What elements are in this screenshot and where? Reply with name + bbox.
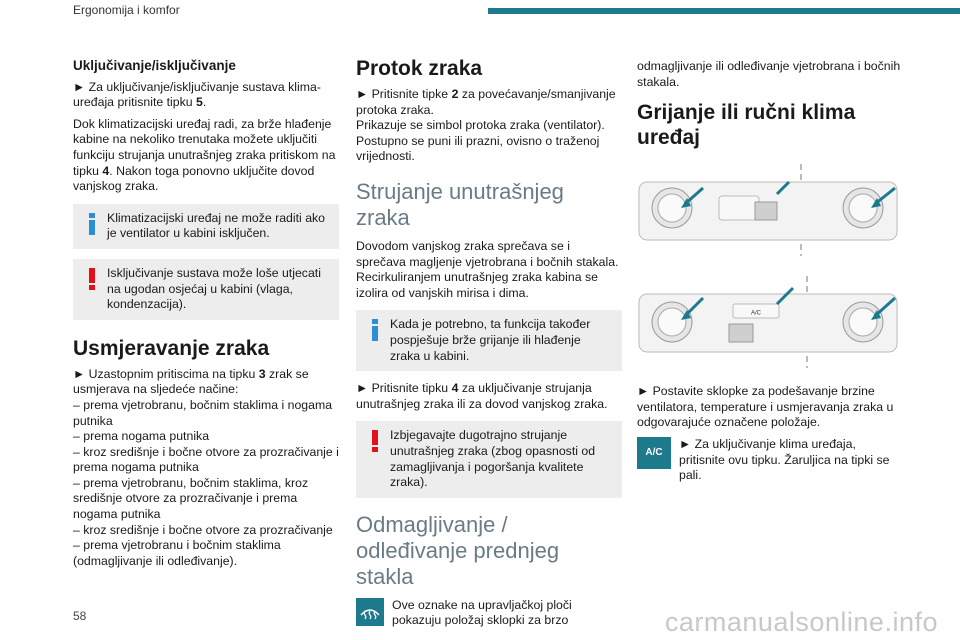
list-item: – prema nogama putnika — [73, 429, 210, 444]
paragraph — [73, 80, 339, 111]
note-text: Kada je potrebno, ta funkcija također pospješuje brže grijanje ili hlađenje zraka u kabini. — [390, 317, 591, 363]
control-panel-figure-2 — [637, 276, 899, 368]
page-number: 58 — [73, 609, 87, 623]
text: za uključivanje strujanja unutrašnjeg zraka ili za dovod vanjskog zraka. — [356, 381, 608, 411]
text: ► Pritisnite tipku — [356, 381, 449, 396]
ac-button-icon: A/C — [637, 437, 671, 469]
paragraph — [73, 117, 339, 195]
control-panel-illustration — [637, 276, 899, 368]
note-text: Klimatizacijski uređaj ne može raditi ako je ventilator u kabini isključen. — [107, 210, 326, 241]
info-note — [356, 310, 622, 371]
paragraph: odmagljivanje ili odleđivanje vjetrobrana i bočnih stakala. — [637, 59, 901, 89]
text: ► Uzastopnim pritiscima na tipku — [73, 366, 256, 381]
defrost-icon-row — [356, 598, 622, 629]
info-icon — [369, 318, 381, 342]
control-panel-illustration — [637, 164, 899, 256]
text: ► Za uključivanje/isključivanje sustava klima-uređaja pritisnite tipku — [73, 79, 321, 110]
list-item: – prema vjetrobranu, bočnim staklima, kroz središnje otvore za prozračivanje i prema nogama putnika — [73, 475, 309, 522]
column-2 — [356, 52, 622, 629]
key-number: 5 — [196, 95, 203, 110]
page-header-title: Ergonomija i komfor — [73, 3, 180, 17]
section-heading-on-off: Uključivanje/isključivanje — [73, 58, 236, 73]
control-panel-figure-1 — [637, 164, 899, 256]
note-text: Isključivanje sustava može loše utjecati na ugodan osjećaj u kabini (vlaga, kondenzacija). — [107, 265, 321, 312]
text: . — [202, 95, 207, 110]
text: za povećavanje/smanjivanje protoka zraka. — [356, 87, 616, 117]
ac-icon-row — [637, 437, 903, 484]
key-number: 3 — [258, 366, 266, 381]
text: . Nakon toga ponovno uključite dovod vanjskog zraka. — [73, 163, 315, 194]
paragraph — [73, 367, 339, 398]
panel-ac-label: A/C — [750, 310, 762, 317]
section-heading-defrost: Odmagljivanje / odleđivanje prednjeg stakla — [356, 511, 560, 589]
key-number: 4 — [451, 381, 459, 396]
windshield-defrost-icon — [356, 598, 384, 626]
section-heading-manual-ac: Grijanje ili ručni klima uređaj — [637, 101, 856, 150]
text: Dok klimatizacijski uređaj radi, za brže hlađenje kabine na nekoliko trenutaka možete uključiti funkciju strujanja unutrašnjeg zraka pritiskom na tipku — [73, 116, 336, 178]
section-heading-recirculation: Strujanje unutrašnjeg zraka — [356, 178, 564, 230]
note-text: Izbjegavajte dugotrajno strujanje unutrašnjeg zraka (zbog opasnosti od zamagljivanja i pogoršanja kvalitete zraka). — [390, 428, 596, 490]
section-heading-air-direction: Usmjeravanje zraka — [73, 336, 270, 360]
column-1 — [73, 52, 339, 569]
list-item: – prema vjetrobranu, bočnim staklima i nogama putnika — [73, 397, 333, 428]
column-3 — [637, 52, 903, 484]
watermark-text: carmanualsonline.info — [664, 607, 938, 637]
warning-icon — [369, 429, 381, 453]
list-item: – kroz središnje i bočne otvore za prozračivanje — [73, 522, 333, 537]
warning-note — [73, 259, 339, 320]
warning-note — [356, 421, 622, 497]
key-number: 4 — [102, 163, 110, 178]
info-note — [73, 204, 339, 249]
paragraph: ► Postavite sklopke za podešavanje brzine ventilatora, temperature i usmjeravanja zraka u odgovarajuće označene položaje. — [637, 384, 894, 430]
info-icon — [86, 212, 98, 236]
direction-list — [73, 398, 339, 570]
paragraph — [356, 87, 622, 118]
text: zrak se usmjerava na sljedeće načine: — [73, 366, 309, 397]
header-accent-bar — [488, 8, 960, 14]
paragraph — [356, 381, 622, 412]
paragraph: Dovodom vanjskog zraka sprečava se i sprečava magljenje vjetrobrana i bočnih stakala. Recirkuliranjem unutrašnjeg zraka kabina se izolira od vanjskih mirisa i dima. — [356, 238, 619, 300]
list-item: – kroz središnje i bočne otvore za prozračivanje i prema nogama putnika — [73, 444, 339, 475]
list-item: – prema vjetrobranu i bočnim staklima (odmagljivanje ili odleđivanje). — [73, 538, 281, 568]
paragraph: Prikazuje se simbol protoka zraka (ventilator). Postupno se puni ili prazni, ovisno o traženoj vrijednosti. — [356, 118, 605, 164]
text: ► Pritisnite tipke — [356, 87, 449, 101]
warning-icon — [86, 267, 98, 291]
key-number: 2 — [451, 87, 459, 101]
paragraph: Ove oznake na upravljačkoj ploči pokazuju položaj sklopki za brzo — [392, 597, 572, 628]
paragraph: ► Za uključivanje klima uređaja, pritisnite ovu tipku. Žaruljica na tipki se pali. — [679, 436, 890, 483]
section-heading-air-flow: Protok zraka — [356, 57, 483, 80]
